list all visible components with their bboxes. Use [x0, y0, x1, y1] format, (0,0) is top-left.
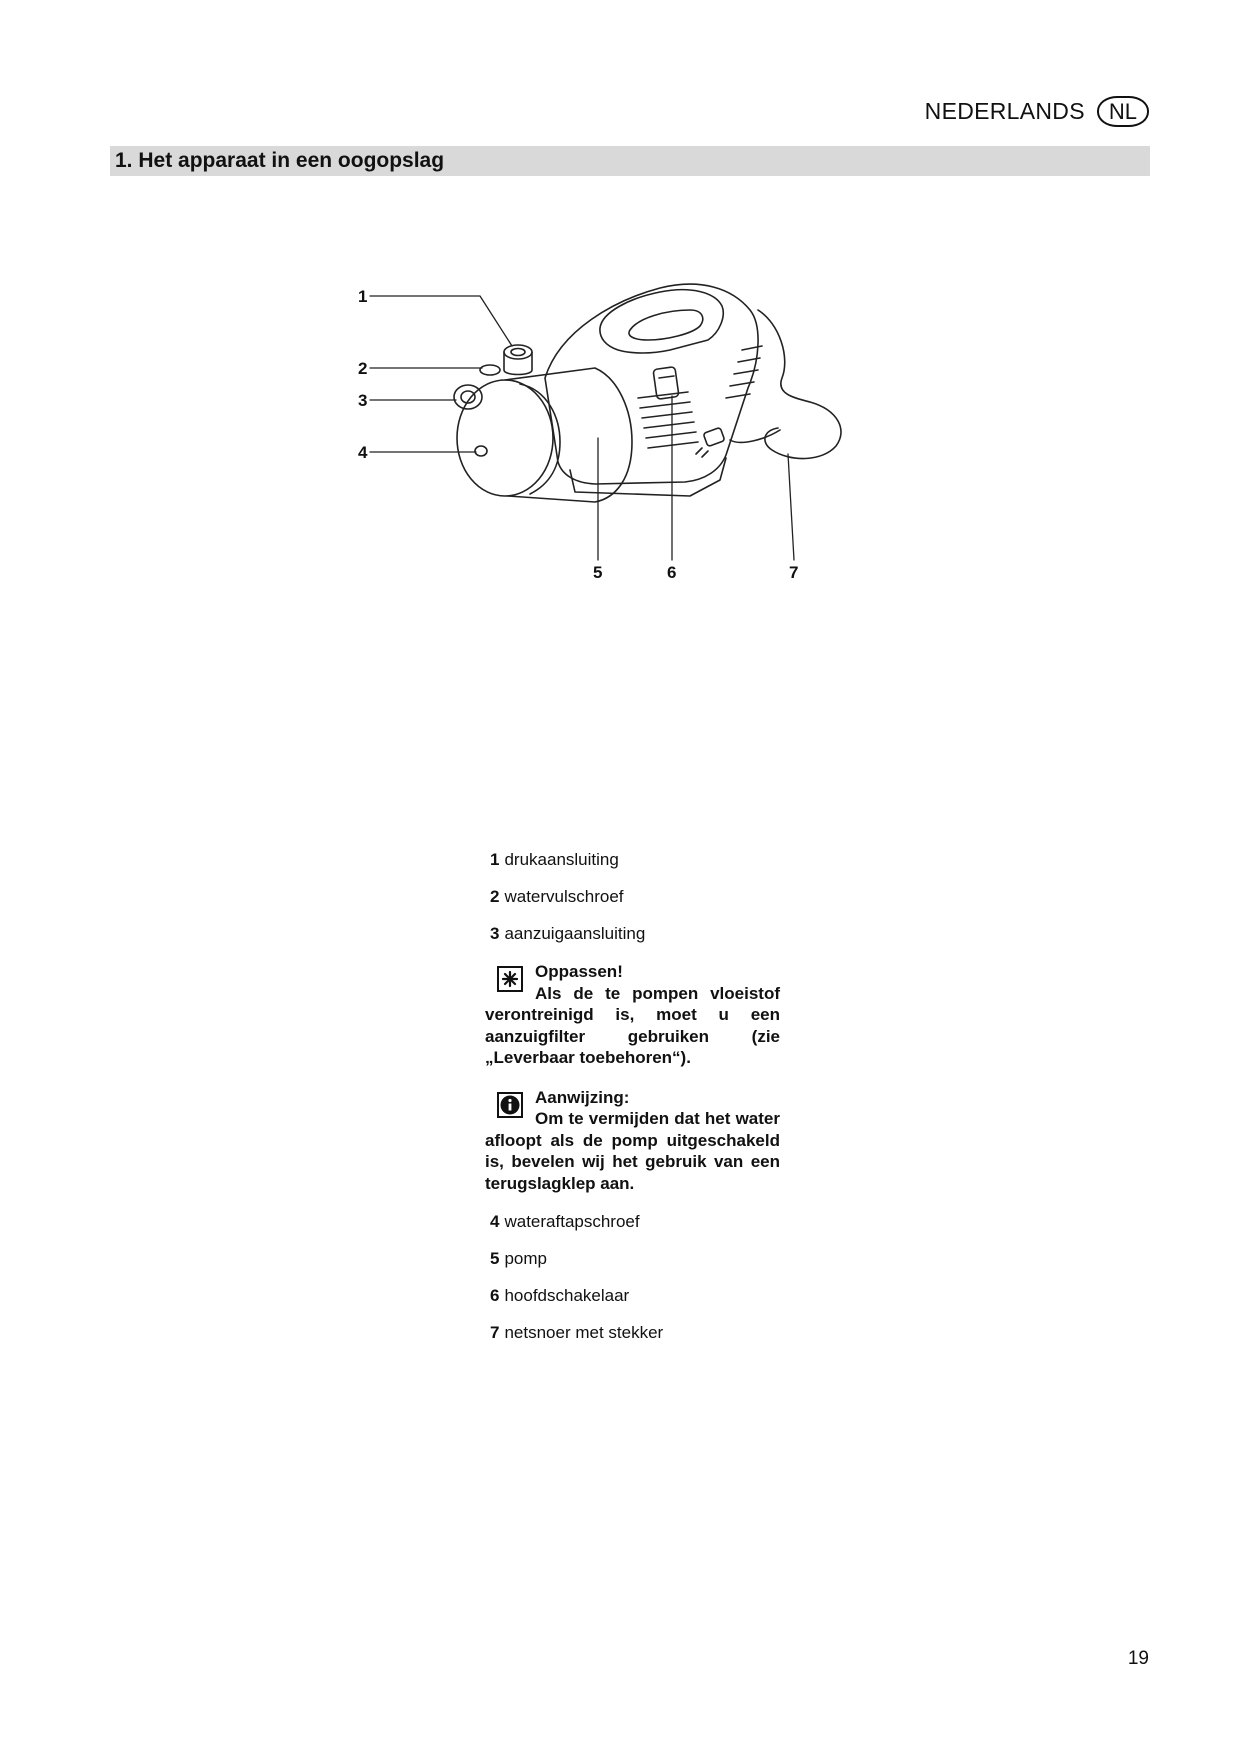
- legend-item-text: netsnoer met stekker: [504, 1323, 664, 1342]
- info-text: Om te vermijden dat het water afloopt als de pomp uitgeschakeld is, bevelen wij het gebruik van een terugslagklep aan.: [485, 1109, 780, 1193]
- parts-legend: [485, 850, 780, 1360]
- pump-drawing: [358, 270, 870, 660]
- language-name: NEDERLANDS: [924, 98, 1085, 124]
- power-plug: [703, 427, 725, 446]
- legend-item: [485, 1286, 780, 1306]
- legend-item-number: 6: [490, 1286, 500, 1305]
- legend-item-text: watervulschroef: [504, 887, 624, 906]
- legend-item: [485, 1249, 780, 1269]
- language-header: [925, 96, 1149, 127]
- callout-3: 3: [358, 391, 368, 410]
- callout-4: 4: [358, 443, 368, 462]
- info-icon: [497, 1092, 523, 1118]
- pump-illustration: [358, 270, 870, 660]
- info-notice: [485, 1087, 780, 1195]
- legend-item-text: drukaansluiting: [504, 850, 619, 869]
- legend-item-text: pomp: [504, 1249, 547, 1268]
- info-heading: Aanwijzing:: [535, 1087, 630, 1107]
- section-title-bar: [110, 146, 1150, 176]
- callout-2: 2: [358, 359, 368, 378]
- legend-item-number: 2: [490, 887, 500, 906]
- legend-item-number: 7: [490, 1323, 500, 1342]
- legend-item-text: wateraftapschroef: [504, 1212, 640, 1231]
- caution-text: Als de te pompen vloeistof verontreinigd is, moet u een aanzuigfilter gebruiken (zie „Leverbaar toebehoren“).: [485, 983, 780, 1067]
- pump-housing: [545, 284, 758, 484]
- pump-chamber-face: [457, 380, 553, 496]
- caution-icon: [497, 966, 523, 992]
- water-fill-screw: [480, 365, 500, 375]
- pump-handle: [600, 290, 723, 353]
- legend-item-number: 5: [490, 1249, 500, 1268]
- callout-6: 6: [667, 563, 677, 582]
- legend-item: [485, 850, 780, 870]
- legend-item: [485, 924, 780, 944]
- callout-1: 1: [358, 287, 368, 306]
- page-number: 19: [1127, 1648, 1149, 1669]
- callout-5: 5: [593, 563, 603, 582]
- legend-item: [485, 1212, 780, 1232]
- leader-line-7: [788, 454, 794, 560]
- drain-screw: [475, 446, 487, 456]
- callout-7: 7: [789, 563, 799, 582]
- power-cable: [758, 310, 841, 459]
- pressure-connection: [504, 345, 532, 359]
- language-code-badge: NL: [1097, 96, 1149, 127]
- legend-item-text: aanzuigaansluiting: [504, 924, 646, 943]
- caution-heading: Oppassen!: [535, 962, 623, 981]
- legend-item-text: hoofdschakelaar: [504, 1286, 630, 1305]
- section-title: 1. Het apparaat in een oogopslag: [115, 149, 445, 172]
- legend-item-number: 4: [490, 1212, 500, 1231]
- legend-item-number: 1: [490, 850, 500, 869]
- suction-connection: [454, 385, 482, 409]
- legend-item: [485, 887, 780, 907]
- legend-item-number: 3: [490, 924, 500, 943]
- caution-notice: [485, 961, 780, 1069]
- leader-line-1: [370, 296, 512, 346]
- legend-item: [485, 1323, 780, 1343]
